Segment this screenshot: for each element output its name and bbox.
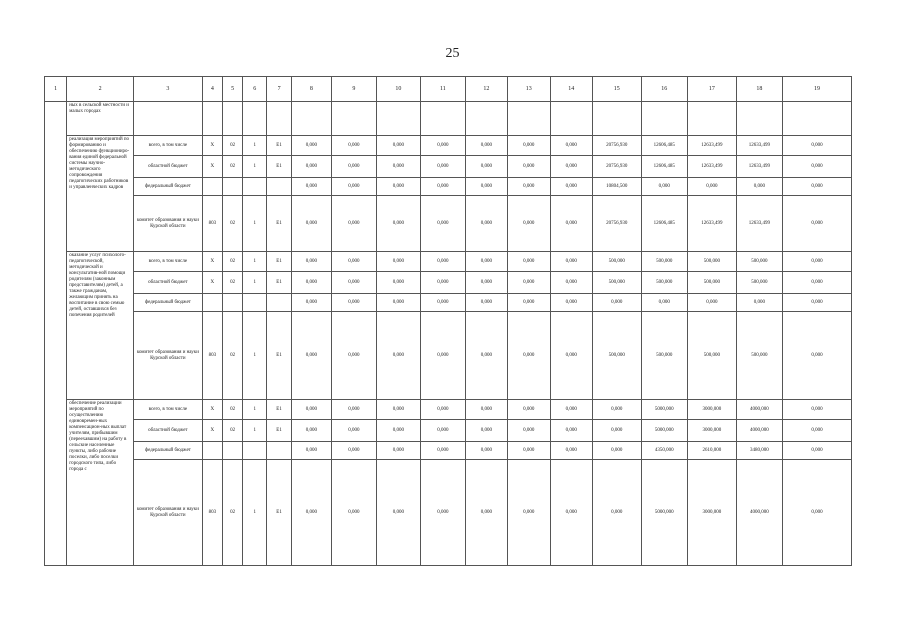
table-row bbox=[45, 460, 852, 566]
value-cell: 0,000 bbox=[421, 156, 465, 178]
code-cell: Е1 bbox=[267, 136, 291, 156]
code-cell: Х bbox=[202, 136, 222, 156]
value-cell: 0,000 bbox=[508, 178, 550, 196]
value-cell: 0,000 bbox=[783, 196, 852, 252]
column-header: 8 bbox=[291, 77, 331, 102]
code-cell: 803 bbox=[202, 460, 222, 566]
value-cell: 0,000 bbox=[332, 136, 376, 156]
value-cell: 0,000 bbox=[421, 294, 465, 312]
value-cell: 0,000 bbox=[332, 272, 376, 294]
header-row bbox=[45, 77, 852, 102]
table-row bbox=[45, 178, 852, 196]
code-cell bbox=[202, 178, 222, 196]
code-cell: Х bbox=[202, 252, 222, 272]
table-row bbox=[45, 442, 852, 460]
table-row bbox=[45, 294, 852, 312]
value-cell: 0,000 bbox=[465, 460, 507, 566]
column-header: 19 bbox=[783, 77, 852, 102]
value-cell: 0,000 bbox=[421, 420, 465, 442]
value-cell: 0,000 bbox=[688, 178, 737, 196]
value-cell: 0,000 bbox=[332, 442, 376, 460]
value-cell: 0,000 bbox=[376, 156, 420, 178]
value-cell: 0,000 bbox=[508, 196, 550, 252]
column-header: 18 bbox=[736, 77, 783, 102]
value-cell: 0,000 bbox=[508, 156, 550, 178]
value-cell: 0,000 bbox=[291, 178, 331, 196]
value-cell: 500,000 bbox=[688, 272, 737, 294]
code-cell bbox=[243, 294, 267, 312]
code-cell: Е1 bbox=[267, 156, 291, 178]
value-cell: 0,000 bbox=[508, 420, 550, 442]
value-cell: 0,000 bbox=[465, 178, 507, 196]
value-cell: 0,000 bbox=[376, 294, 420, 312]
code-cell bbox=[222, 442, 242, 460]
value-cell: 0,000 bbox=[736, 178, 783, 196]
value-cell: 0,000 bbox=[332, 178, 376, 196]
value-cell: 0,000 bbox=[376, 312, 420, 400]
value-cell: 5000,000 bbox=[641, 460, 688, 566]
value-cell: 12606,485 bbox=[641, 196, 688, 252]
value-cell: 0,000 bbox=[550, 196, 592, 252]
funding-source-cell: федеральный бюджет bbox=[133, 178, 202, 196]
empty-cell bbox=[243, 102, 267, 136]
value-cell: 500,000 bbox=[641, 312, 688, 400]
page-number: 25 bbox=[445, 46, 460, 61]
code-cell: 1 bbox=[243, 136, 267, 156]
code-cell: 1 bbox=[243, 460, 267, 566]
code-cell: 1 bbox=[243, 272, 267, 294]
value-cell: 0,000 bbox=[550, 400, 592, 420]
value-cell: 0,000 bbox=[421, 178, 465, 196]
empty-cell bbox=[222, 102, 242, 136]
value-cell: 0,000 bbox=[641, 178, 688, 196]
code-cell: 803 bbox=[202, 312, 222, 400]
code-cell: Х bbox=[202, 420, 222, 442]
value-cell: 0,000 bbox=[332, 420, 376, 442]
table-row bbox=[45, 400, 852, 420]
code-cell: 02 bbox=[222, 400, 242, 420]
value-cell: 0,000 bbox=[550, 312, 592, 400]
value-cell: 0,000 bbox=[291, 442, 331, 460]
code-cell: 02 bbox=[222, 460, 242, 566]
code-cell bbox=[222, 178, 242, 196]
value-cell: 20756,930 bbox=[593, 156, 642, 178]
value-cell: 0,000 bbox=[465, 420, 507, 442]
value-cell: 500,000 bbox=[593, 272, 642, 294]
column-header: 10 bbox=[376, 77, 420, 102]
funding-source-cell: областной бюджет bbox=[133, 272, 202, 294]
value-cell: 500,000 bbox=[641, 272, 688, 294]
value-cell: 0,000 bbox=[783, 294, 852, 312]
table-row bbox=[45, 272, 852, 294]
funding-source-cell: федеральный бюджет bbox=[133, 442, 202, 460]
funding-source-cell: областной бюджет bbox=[133, 420, 202, 442]
value-cell: 0,000 bbox=[688, 294, 737, 312]
code-cell bbox=[267, 442, 291, 460]
value-cell: 0,000 bbox=[376, 460, 420, 566]
table-row bbox=[45, 312, 852, 400]
empty-cell bbox=[783, 102, 852, 136]
empty-cell bbox=[267, 102, 291, 136]
column-header: 12 bbox=[465, 77, 507, 102]
code-cell: 1 bbox=[243, 252, 267, 272]
code-cell: 02 bbox=[222, 312, 242, 400]
value-cell: 0,000 bbox=[421, 400, 465, 420]
table-row bbox=[45, 196, 852, 252]
code-cell bbox=[243, 178, 267, 196]
empty-cell bbox=[736, 102, 783, 136]
value-cell: 0,000 bbox=[508, 460, 550, 566]
value-cell: 0,000 bbox=[508, 294, 550, 312]
value-cell: 0,000 bbox=[376, 252, 420, 272]
value-cell: 0,000 bbox=[783, 400, 852, 420]
value-cell: 5000,000 bbox=[641, 400, 688, 420]
value-cell: 0,000 bbox=[291, 136, 331, 156]
column-header: 17 bbox=[688, 77, 737, 102]
value-cell: 0,000 bbox=[332, 196, 376, 252]
value-cell: 0,000 bbox=[550, 272, 592, 294]
column-header: 13 bbox=[508, 77, 550, 102]
value-cell: 12633,499 bbox=[688, 196, 737, 252]
description-cell: ных в сельской местности и малых городах bbox=[67, 102, 134, 136]
code-cell: 1 bbox=[243, 400, 267, 420]
value-cell: 0,000 bbox=[593, 400, 642, 420]
funding-source-cell: федеральный бюджет bbox=[133, 294, 202, 312]
column-header: 7 bbox=[267, 77, 291, 102]
value-cell: 0,000 bbox=[376, 196, 420, 252]
value-cell: 12606,485 bbox=[641, 156, 688, 178]
empty-cell bbox=[508, 102, 550, 136]
funding-source-cell: областной бюджет bbox=[133, 156, 202, 178]
code-cell: Е1 bbox=[267, 196, 291, 252]
value-cell: 12633,499 bbox=[736, 156, 783, 178]
value-cell: 12633,499 bbox=[688, 156, 737, 178]
value-cell: 0,000 bbox=[550, 156, 592, 178]
value-cell: 0,000 bbox=[783, 442, 852, 460]
value-cell: 0,000 bbox=[465, 294, 507, 312]
code-cell: Е1 bbox=[267, 272, 291, 294]
value-cell: 12633,499 bbox=[736, 196, 783, 252]
value-cell: 0,000 bbox=[332, 400, 376, 420]
value-cell: 0,000 bbox=[421, 460, 465, 566]
budget-table bbox=[44, 76, 852, 566]
value-cell: 500,000 bbox=[688, 312, 737, 400]
code-cell: 1 bbox=[243, 156, 267, 178]
code-cell bbox=[222, 294, 242, 312]
value-cell: 0,000 bbox=[291, 312, 331, 400]
value-cell: 0,000 bbox=[465, 196, 507, 252]
code-cell: Е1 bbox=[267, 420, 291, 442]
value-cell: 0,000 bbox=[783, 178, 852, 196]
value-cell: 0,000 bbox=[508, 272, 550, 294]
value-cell: 0,000 bbox=[550, 252, 592, 272]
column-header: 16 bbox=[641, 77, 688, 102]
code-cell bbox=[243, 442, 267, 460]
description-cell: реализация мероприятий по формированию и обеспечению функциониро-вания единой федеральной системы научно-методического сопровождения педагогических работников и управленческих кадров bbox=[67, 136, 134, 252]
value-cell: 0,000 bbox=[783, 460, 852, 566]
code-cell: 02 bbox=[222, 272, 242, 294]
code-cell: 02 bbox=[222, 196, 242, 252]
code-cell: 1 bbox=[243, 312, 267, 400]
value-cell: 500,000 bbox=[593, 252, 642, 272]
value-cell: 500,000 bbox=[736, 252, 783, 272]
value-cell: 0,000 bbox=[291, 460, 331, 566]
value-cell: 0,000 bbox=[783, 312, 852, 400]
value-cell: 0,000 bbox=[550, 420, 592, 442]
value-cell: 5000,000 bbox=[641, 420, 688, 442]
value-cell: 0,000 bbox=[593, 460, 642, 566]
code-cell: Х bbox=[202, 156, 222, 178]
value-cell: 0,000 bbox=[783, 252, 852, 272]
empty-cell bbox=[688, 102, 737, 136]
code-cell: 803 bbox=[202, 196, 222, 252]
code-cell: 02 bbox=[222, 420, 242, 442]
index-cell bbox=[45, 102, 67, 566]
value-cell: 0,000 bbox=[783, 156, 852, 178]
value-cell: 4000,000 bbox=[736, 400, 783, 420]
value-cell: 0,000 bbox=[376, 136, 420, 156]
value-cell: 0,000 bbox=[291, 272, 331, 294]
column-header: 5 bbox=[222, 77, 242, 102]
value-cell: 500,000 bbox=[593, 312, 642, 400]
value-cell: 0,000 bbox=[508, 400, 550, 420]
value-cell: 4000,000 bbox=[736, 420, 783, 442]
empty-cell bbox=[465, 102, 507, 136]
column-header: 11 bbox=[421, 77, 465, 102]
value-cell: 0,000 bbox=[550, 442, 592, 460]
column-header: 1 bbox=[45, 77, 67, 102]
value-cell: 0,000 bbox=[376, 400, 420, 420]
value-cell: 12633,499 bbox=[736, 136, 783, 156]
value-cell: 0,000 bbox=[641, 294, 688, 312]
value-cell: 0,000 bbox=[465, 442, 507, 460]
value-cell: 3000,000 bbox=[688, 420, 737, 442]
empty-cell bbox=[641, 102, 688, 136]
column-header: 15 bbox=[593, 77, 642, 102]
value-cell: 0,000 bbox=[376, 178, 420, 196]
value-cell: 0,000 bbox=[291, 196, 331, 252]
value-cell: 0,000 bbox=[550, 460, 592, 566]
value-cell: 20756,930 bbox=[593, 136, 642, 156]
column-header: 14 bbox=[550, 77, 592, 102]
value-cell: 0,000 bbox=[593, 294, 642, 312]
value-cell: 500,000 bbox=[736, 312, 783, 400]
code-cell: 1 bbox=[243, 420, 267, 442]
code-cell: Х bbox=[202, 272, 222, 294]
table-row bbox=[45, 252, 852, 272]
value-cell: 0,000 bbox=[291, 420, 331, 442]
funding-source-cell: всего, в том числе bbox=[133, 136, 202, 156]
value-cell: 0,000 bbox=[291, 400, 331, 420]
empty-cell bbox=[550, 102, 592, 136]
value-cell: 500,000 bbox=[688, 252, 737, 272]
value-cell: 0,000 bbox=[783, 420, 852, 442]
empty-cell bbox=[332, 102, 376, 136]
code-cell: 1 bbox=[243, 196, 267, 252]
code-cell bbox=[202, 294, 222, 312]
value-cell: 500,000 bbox=[641, 252, 688, 272]
value-cell: 0,000 bbox=[550, 178, 592, 196]
column-header: 4 bbox=[202, 77, 222, 102]
value-cell: 0,000 bbox=[593, 442, 642, 460]
code-cell: Е1 bbox=[267, 312, 291, 400]
value-cell: 4000,000 bbox=[736, 460, 783, 566]
value-cell: 0,000 bbox=[291, 156, 331, 178]
empty-cell bbox=[593, 102, 642, 136]
code-cell: Е1 bbox=[267, 460, 291, 566]
code-cell: Е1 bbox=[267, 400, 291, 420]
value-cell: 3480,000 bbox=[736, 442, 783, 460]
description-cell: оказание услуг психолого-педагогической, методической и консультатив-ной помощи родителям (законным представителям) детей, а также гражданам, желающим принять на воспитание в свою семью детей, оставшихся без попечения родителей bbox=[67, 252, 134, 400]
value-cell: 20756,930 bbox=[593, 196, 642, 252]
value-cell: 0,000 bbox=[508, 136, 550, 156]
value-cell: 500,000 bbox=[736, 272, 783, 294]
value-cell: 0,000 bbox=[465, 400, 507, 420]
code-cell bbox=[202, 442, 222, 460]
empty-cell bbox=[291, 102, 331, 136]
value-cell: 3000,000 bbox=[688, 460, 737, 566]
value-cell: 2610,000 bbox=[688, 442, 737, 460]
value-cell: 0,000 bbox=[421, 196, 465, 252]
funding-source-cell: комитет образования и науки Курской области bbox=[133, 460, 202, 566]
value-cell: 0,000 bbox=[508, 252, 550, 272]
value-cell: 0,000 bbox=[593, 420, 642, 442]
value-cell: 0,000 bbox=[783, 272, 852, 294]
empty-cell bbox=[421, 102, 465, 136]
value-cell: 0,000 bbox=[465, 136, 507, 156]
value-cell: 0,000 bbox=[421, 136, 465, 156]
table-row bbox=[45, 156, 852, 178]
column-header: 6 bbox=[243, 77, 267, 102]
value-cell: 0,000 bbox=[465, 272, 507, 294]
column-header: 9 bbox=[332, 77, 376, 102]
empty-cell bbox=[376, 102, 420, 136]
value-cell: 3000,000 bbox=[688, 400, 737, 420]
value-cell: 0,000 bbox=[421, 312, 465, 400]
value-cell: 0,000 bbox=[465, 312, 507, 400]
value-cell: 0,000 bbox=[376, 442, 420, 460]
value-cell: 0,000 bbox=[421, 442, 465, 460]
value-cell: 0,000 bbox=[332, 312, 376, 400]
code-cell: Е1 bbox=[267, 252, 291, 272]
code-cell: 02 bbox=[222, 136, 242, 156]
value-cell: 12606,485 bbox=[641, 136, 688, 156]
funding-source-cell: комитет образования и науки Курской области bbox=[133, 196, 202, 252]
table-row bbox=[45, 102, 852, 136]
empty-cell bbox=[202, 102, 222, 136]
value-cell: 0,000 bbox=[332, 252, 376, 272]
code-cell: 02 bbox=[222, 156, 242, 178]
value-cell: 0,000 bbox=[332, 156, 376, 178]
value-cell: 0,000 bbox=[376, 420, 420, 442]
table-row bbox=[45, 136, 852, 156]
description-cell: обеспечение реализации мероприятий по осуществлению единовремен-ных компенсацион-ных выплат учителям, прибывшим (переехавшим) на работу в сельские населенные пункты, либо рабочие поселки, либо поселки городского типа, либо города с bbox=[67, 400, 134, 566]
code-cell bbox=[267, 294, 291, 312]
value-cell: 0,000 bbox=[421, 252, 465, 272]
funding-source-cell: всего, в том числе bbox=[133, 252, 202, 272]
value-cell: 0,000 bbox=[508, 312, 550, 400]
value-cell: 0,000 bbox=[465, 252, 507, 272]
value-cell: 0,000 bbox=[550, 136, 592, 156]
value-cell: 10804,500 bbox=[593, 178, 642, 196]
value-cell: 0,000 bbox=[550, 294, 592, 312]
column-header: 3 bbox=[133, 77, 202, 102]
value-cell: 0,000 bbox=[736, 294, 783, 312]
value-cell: 0,000 bbox=[332, 294, 376, 312]
code-cell: Х bbox=[202, 400, 222, 420]
value-cell: 0,000 bbox=[421, 272, 465, 294]
table-row bbox=[45, 420, 852, 442]
funding-source-cell: всего, в том числе bbox=[133, 400, 202, 420]
value-cell: 0,000 bbox=[291, 294, 331, 312]
column-header: 2 bbox=[67, 77, 134, 102]
funding-source-cell: комитет образования и науки Курской области bbox=[133, 312, 202, 400]
value-cell: 0,000 bbox=[508, 442, 550, 460]
code-cell: 02 bbox=[222, 252, 242, 272]
value-cell: 0,000 bbox=[332, 460, 376, 566]
value-cell: 0,000 bbox=[376, 272, 420, 294]
value-cell: 0,000 bbox=[291, 252, 331, 272]
value-cell: 4350,000 bbox=[641, 442, 688, 460]
value-cell: 12633,499 bbox=[688, 136, 737, 156]
value-cell: 0,000 bbox=[465, 156, 507, 178]
value-cell: 0,000 bbox=[783, 136, 852, 156]
empty-cell bbox=[133, 102, 202, 136]
code-cell bbox=[267, 178, 291, 196]
